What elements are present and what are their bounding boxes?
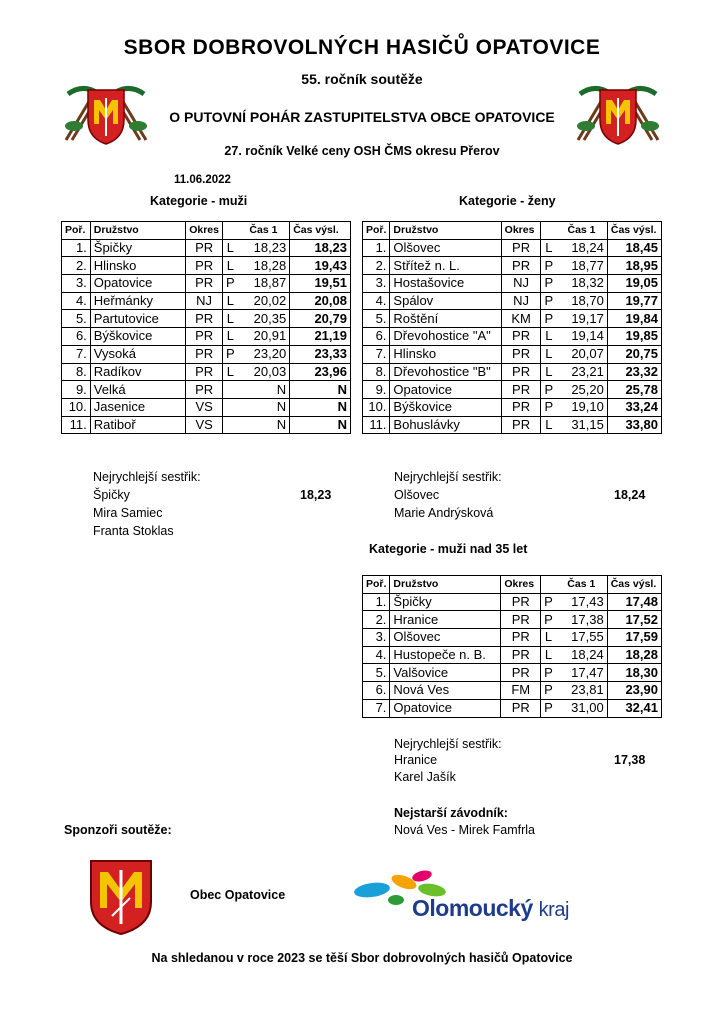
- col-final-time-header: Čas výsl.: [290, 222, 351, 240]
- table-row: [363, 239, 662, 257]
- rank-cell: 4.: [62, 292, 91, 310]
- men-fastest-label: Nejrychlejší sestřik:: [93, 470, 201, 484]
- rank-cell: 7.: [363, 699, 390, 717]
- table-row: [62, 398, 351, 416]
- time1-cell: 18,24: [556, 239, 607, 257]
- col-time1-header: Čas 1: [238, 222, 290, 240]
- district-cell: PR: [501, 398, 541, 416]
- table-row: [363, 646, 662, 664]
- final-time-cell: 19,77: [607, 292, 661, 310]
- time1-cell: 18,87: [238, 275, 290, 293]
- men-fastest-time: 18,23: [300, 488, 332, 502]
- page-title: SBOR DOBROVOLNÝCH HASIČŮ OPATOVICE: [123, 36, 601, 59]
- rank-cell: 8.: [363, 363, 390, 381]
- team-cell: Jasenice: [90, 398, 185, 416]
- women-fastest-time: 18,24: [614, 488, 646, 502]
- district-cell: VS: [186, 398, 223, 416]
- side-cell: L: [541, 646, 556, 664]
- edition-subtitle: 55. ročník soutěže: [301, 71, 423, 87]
- team-cell: Hranice: [390, 611, 501, 629]
- side-cell: P: [541, 381, 556, 399]
- time1-cell: 19,14: [556, 328, 607, 346]
- logo-kraj-text: kraj: [538, 899, 569, 921]
- team-cell: Špičky: [390, 593, 501, 611]
- district-cell: PR: [501, 416, 541, 434]
- side-cell: L: [541, 328, 556, 346]
- district-cell: PR: [501, 629, 541, 647]
- final-time-cell: 17,59: [607, 629, 661, 647]
- district-cell: VS: [186, 416, 223, 434]
- side-cell: P: [541, 611, 556, 629]
- team-cell: Nová Ves: [390, 682, 501, 700]
- rank-cell: 4.: [363, 292, 390, 310]
- side-cell: L: [541, 416, 556, 434]
- district-cell: PR: [186, 310, 223, 328]
- time1-cell: 20,07: [556, 345, 607, 363]
- rank-cell: 1.: [363, 239, 390, 257]
- final-time-cell: 33,24: [607, 398, 661, 416]
- time1-cell: 20,35: [238, 310, 290, 328]
- time1-cell: 20,91: [238, 328, 290, 346]
- side-cell: P: [541, 593, 556, 611]
- side-cell: P: [223, 345, 238, 363]
- table-row: [363, 310, 662, 328]
- final-time-cell: N: [290, 398, 351, 416]
- table-row: [363, 682, 662, 700]
- table-row: [363, 275, 662, 293]
- table-row: [363, 381, 662, 399]
- col-team-header: Družstvo: [390, 576, 501, 594]
- final-time-cell: 20,08: [290, 292, 351, 310]
- team-cell: Olšovec: [390, 239, 501, 257]
- table-header-row: [363, 222, 662, 240]
- fire-brigade-emblem-left: [62, 80, 150, 151]
- district-cell: FM: [501, 682, 541, 700]
- side-cell: P: [541, 699, 556, 717]
- time1-cell: 23,20: [238, 345, 290, 363]
- final-time-cell: 19,43: [290, 257, 351, 275]
- side-cell: P: [541, 310, 556, 328]
- time1-cell: 31,00: [556, 699, 607, 717]
- men-fastest-team: Špičky: [93, 488, 130, 502]
- team-cell: Partutovice: [90, 310, 185, 328]
- rank-cell: 9.: [62, 381, 91, 399]
- district-cell: NJ: [501, 275, 541, 293]
- rank-cell: 1.: [62, 239, 91, 257]
- time1-cell: 17,38: [556, 611, 607, 629]
- rank-cell: 5.: [363, 664, 390, 682]
- district-cell: NJ: [501, 292, 541, 310]
- team-cell: Radíkov: [90, 363, 185, 381]
- final-time-cell: 33,80: [607, 416, 661, 434]
- side-cell: L: [223, 239, 238, 257]
- final-time-cell: 19,51: [290, 275, 351, 293]
- women-fastest-team: Olšovec: [394, 488, 440, 502]
- side-cell: L: [541, 345, 556, 363]
- veterans-category-title: Kategorie - muži nad 35 let: [369, 542, 528, 556]
- team-cell: Valšovice: [390, 664, 501, 682]
- side-cell: P: [541, 292, 556, 310]
- final-time-cell: 23,33: [290, 345, 351, 363]
- men-category-title: Kategorie - muži: [150, 194, 248, 208]
- district-cell: PR: [501, 646, 541, 664]
- side-cell: L: [223, 292, 238, 310]
- final-time-cell: 18,28: [607, 646, 661, 664]
- rank-cell: 4.: [363, 646, 390, 664]
- table-row: [363, 292, 662, 310]
- col-district-header: Okres: [501, 222, 541, 240]
- final-time-cell: 25,78: [607, 381, 661, 399]
- team-cell: Opatovice: [390, 699, 501, 717]
- table-row: [62, 239, 351, 257]
- side-cell: P: [541, 664, 556, 682]
- district-cell: KM: [501, 310, 541, 328]
- district-cell: PR: [501, 664, 541, 682]
- final-time-cell: 20,79: [290, 310, 351, 328]
- time1-cell: N: [238, 398, 290, 416]
- team-cell: Střítež n. L.: [390, 257, 501, 275]
- table-row: [62, 257, 351, 275]
- time1-cell: 17,47: [556, 664, 607, 682]
- table-row: [62, 275, 351, 293]
- district-cell: PR: [186, 328, 223, 346]
- final-time-cell: 18,23: [290, 239, 351, 257]
- district-cell: PR: [501, 381, 541, 399]
- event-date: 11.06.2022: [174, 174, 231, 186]
- table-row: [363, 699, 662, 717]
- district-cell: PR: [501, 593, 541, 611]
- women-category-title: Kategorie - ženy: [459, 194, 556, 208]
- team-cell: Opatovice: [90, 275, 185, 293]
- final-time-cell: 18,45: [607, 239, 661, 257]
- team-cell: Dřevohostice "B": [390, 363, 501, 381]
- rank-cell: 11.: [62, 416, 91, 434]
- team-cell: Ratiboř: [90, 416, 185, 434]
- final-time-cell: 23,90: [607, 682, 661, 700]
- time1-cell: 23,81: [556, 682, 607, 700]
- men-results-table: [61, 221, 351, 434]
- side-cell: L: [223, 363, 238, 381]
- final-time-cell: N: [290, 381, 351, 399]
- team-cell: Hustopeče n. B.: [390, 646, 501, 664]
- women-fastest-person-1: Marie Andrýsková: [394, 506, 494, 520]
- side-cell: P: [541, 398, 556, 416]
- rank-cell: 9.: [363, 381, 390, 399]
- time1-cell: 17,43: [556, 593, 607, 611]
- final-time-cell: 23,96: [290, 363, 351, 381]
- district-cell: PR: [186, 363, 223, 381]
- rank-cell: 2.: [62, 257, 91, 275]
- side-cell: L: [223, 257, 238, 275]
- side-cell: [223, 381, 238, 399]
- final-time-cell: 19,84: [607, 310, 661, 328]
- district-cell: PR: [501, 363, 541, 381]
- table-row: [363, 257, 662, 275]
- women-fastest-label: Nejrychlejší sestřik:: [394, 470, 502, 484]
- side-cell: L: [541, 239, 556, 257]
- team-cell: Roštění: [390, 310, 501, 328]
- time1-cell: 23,21: [556, 363, 607, 381]
- rank-cell: 6.: [62, 328, 91, 346]
- time1-cell: 18,28: [238, 257, 290, 275]
- footer-farewell: Na shledanou v roce 2023 se těší Sbor dobrovolných hasičů Opatovice: [151, 951, 573, 965]
- team-cell: Býškovice: [90, 328, 185, 346]
- team-cell: Špičky: [90, 239, 185, 257]
- oldest-competitor-label: Nejstarší závodník:: [394, 806, 508, 820]
- table-row: [62, 381, 351, 399]
- veterans-fastest-person: Karel Jašík: [394, 770, 456, 784]
- time1-cell: 18,77: [556, 257, 607, 275]
- table-row: [363, 345, 662, 363]
- table-row: [363, 593, 662, 611]
- final-time-cell: 17,52: [607, 611, 661, 629]
- district-cell: PR: [186, 381, 223, 399]
- team-cell: Opatovice: [390, 381, 501, 399]
- rank-cell: 3.: [363, 629, 390, 647]
- time1-cell: 19,10: [556, 398, 607, 416]
- team-cell: Heřmánky: [90, 292, 185, 310]
- side-cell: L: [541, 629, 556, 647]
- rank-cell: 10.: [363, 398, 390, 416]
- team-cell: Býškovice: [390, 398, 501, 416]
- table-row: [363, 398, 662, 416]
- col-final-time-header: Čas výsl.: [607, 222, 661, 240]
- rank-cell: 2.: [363, 611, 390, 629]
- table-row: [62, 310, 351, 328]
- team-cell: Vysoká: [90, 345, 185, 363]
- rank-cell: 6.: [363, 328, 390, 346]
- rank-cell: 8.: [62, 363, 91, 381]
- veterans-results-table: [362, 575, 662, 718]
- sponsor-opatovice-name: Obec Opatovice: [190, 888, 286, 902]
- men-fastest-person-2: Franta Stoklas: [93, 524, 174, 538]
- time1-cell: 18,23: [238, 239, 290, 257]
- side-cell: P: [541, 682, 556, 700]
- logo-olomoucky-text: Olomoucký: [412, 895, 533, 921]
- time1-cell: 18,24: [556, 646, 607, 664]
- team-cell: Spálov: [390, 292, 501, 310]
- trophy-subtitle: O PUTOVNÍ POHÁR ZASTUPITELSTVA OBCE OPATOVICE: [169, 109, 555, 125]
- side-cell: P: [541, 257, 556, 275]
- final-time-cell: N: [290, 416, 351, 434]
- table-header-row: [363, 576, 662, 594]
- rank-cell: 7.: [363, 345, 390, 363]
- district-cell: PR: [186, 239, 223, 257]
- time1-cell: N: [238, 381, 290, 399]
- table-row: [363, 328, 662, 346]
- table-row: [62, 345, 351, 363]
- final-time-cell: 17,48: [607, 593, 661, 611]
- side-cell: P: [223, 275, 238, 293]
- time1-cell: 25,20: [556, 381, 607, 399]
- side-cell: [223, 416, 238, 434]
- district-cell: PR: [501, 345, 541, 363]
- time1-cell: 31,15: [556, 416, 607, 434]
- time1-cell: 18,70: [556, 292, 607, 310]
- side-cell: P: [541, 275, 556, 293]
- rank-cell: 2.: [363, 257, 390, 275]
- col-district-header: Okres: [501, 576, 541, 594]
- team-cell: Velká: [90, 381, 185, 399]
- olomoucky-kraj-logo: [352, 868, 642, 924]
- col-team-header: Družstvo: [90, 222, 185, 240]
- time1-cell: N: [238, 416, 290, 434]
- col-final-time-header: Čas výsl.: [607, 576, 661, 594]
- veterans-fastest-team: Hranice: [394, 753, 438, 767]
- time1-cell: 20,03: [238, 363, 290, 381]
- col-district-header: Okres: [186, 222, 223, 240]
- opatovice-coat-of-arms: [88, 858, 154, 941]
- team-cell: Hlinsko: [390, 345, 501, 363]
- oldest-competitor-value: Nová Ves - Mirek Famfrla: [394, 823, 536, 837]
- table-row: [62, 363, 351, 381]
- time1-cell: 19,17: [556, 310, 607, 328]
- side-cell: [223, 398, 238, 416]
- grand-prix-subtitle: 27. ročník Velké ceny OSH ČMS okresu Přerov: [224, 144, 500, 158]
- veterans-fastest-time: 17,38: [614, 753, 646, 767]
- final-time-cell: 18,95: [607, 257, 661, 275]
- final-time-cell: 21,19: [290, 328, 351, 346]
- final-time-cell: 32,41: [607, 699, 661, 717]
- table-row: [363, 611, 662, 629]
- final-time-cell: 19,85: [607, 328, 661, 346]
- time1-cell: 18,32: [556, 275, 607, 293]
- col-rank-header: Poř.: [363, 576, 390, 594]
- district-cell: NJ: [186, 292, 223, 310]
- final-time-cell: 18,30: [607, 664, 661, 682]
- team-cell: Bohuslávky: [390, 416, 501, 434]
- veterans-fastest-label: Nejrychlejší sestřik:: [394, 737, 502, 751]
- table-row: [363, 629, 662, 647]
- col-rank-header: Poř.: [62, 222, 91, 240]
- district-cell: PR: [501, 257, 541, 275]
- rank-cell: 3.: [62, 275, 91, 293]
- team-cell: Dřevohostice "A": [390, 328, 501, 346]
- col-time1-header: Čas 1: [556, 576, 607, 594]
- district-cell: PR: [501, 699, 541, 717]
- district-cell: PR: [501, 328, 541, 346]
- final-time-cell: 20,75: [607, 345, 661, 363]
- table-row: [62, 328, 351, 346]
- team-cell: Olšovec: [390, 629, 501, 647]
- men-fastest-person-1: Mira Samiec: [93, 506, 163, 520]
- district-cell: PR: [501, 611, 541, 629]
- side-cell: L: [223, 328, 238, 346]
- table-row: [363, 363, 662, 381]
- side-cell: L: [223, 310, 238, 328]
- rank-cell: 7.: [62, 345, 91, 363]
- table-row: [363, 416, 662, 434]
- rank-cell: 5.: [363, 310, 390, 328]
- district-cell: PR: [186, 275, 223, 293]
- time1-cell: 20,02: [238, 292, 290, 310]
- sponsors-label: Sponzoři soutěže:: [64, 823, 172, 837]
- rank-cell: 5.: [62, 310, 91, 328]
- col-time1-header: Čas 1: [556, 222, 607, 240]
- table-row: [363, 664, 662, 682]
- rank-cell: 6.: [363, 682, 390, 700]
- fire-brigade-emblem-right: [574, 80, 662, 151]
- district-cell: PR: [186, 345, 223, 363]
- rank-cell: 11.: [363, 416, 390, 434]
- team-cell: Hostašovice: [390, 275, 501, 293]
- col-rank-header: Poř.: [363, 222, 390, 240]
- col-team-header: Družstvo: [390, 222, 501, 240]
- time1-cell: 17,55: [556, 629, 607, 647]
- district-cell: PR: [501, 239, 541, 257]
- women-results-table: [362, 221, 662, 434]
- rank-cell: 10.: [62, 398, 91, 416]
- table-header-row: [62, 222, 351, 240]
- rank-cell: 1.: [363, 593, 390, 611]
- final-time-cell: 23,32: [607, 363, 661, 381]
- final-time-cell: 19,05: [607, 275, 661, 293]
- side-cell: L: [541, 363, 556, 381]
- rank-cell: 3.: [363, 275, 390, 293]
- team-cell: Hlinsko: [90, 257, 185, 275]
- table-row: [62, 292, 351, 310]
- table-row: [62, 416, 351, 434]
- district-cell: PR: [186, 257, 223, 275]
